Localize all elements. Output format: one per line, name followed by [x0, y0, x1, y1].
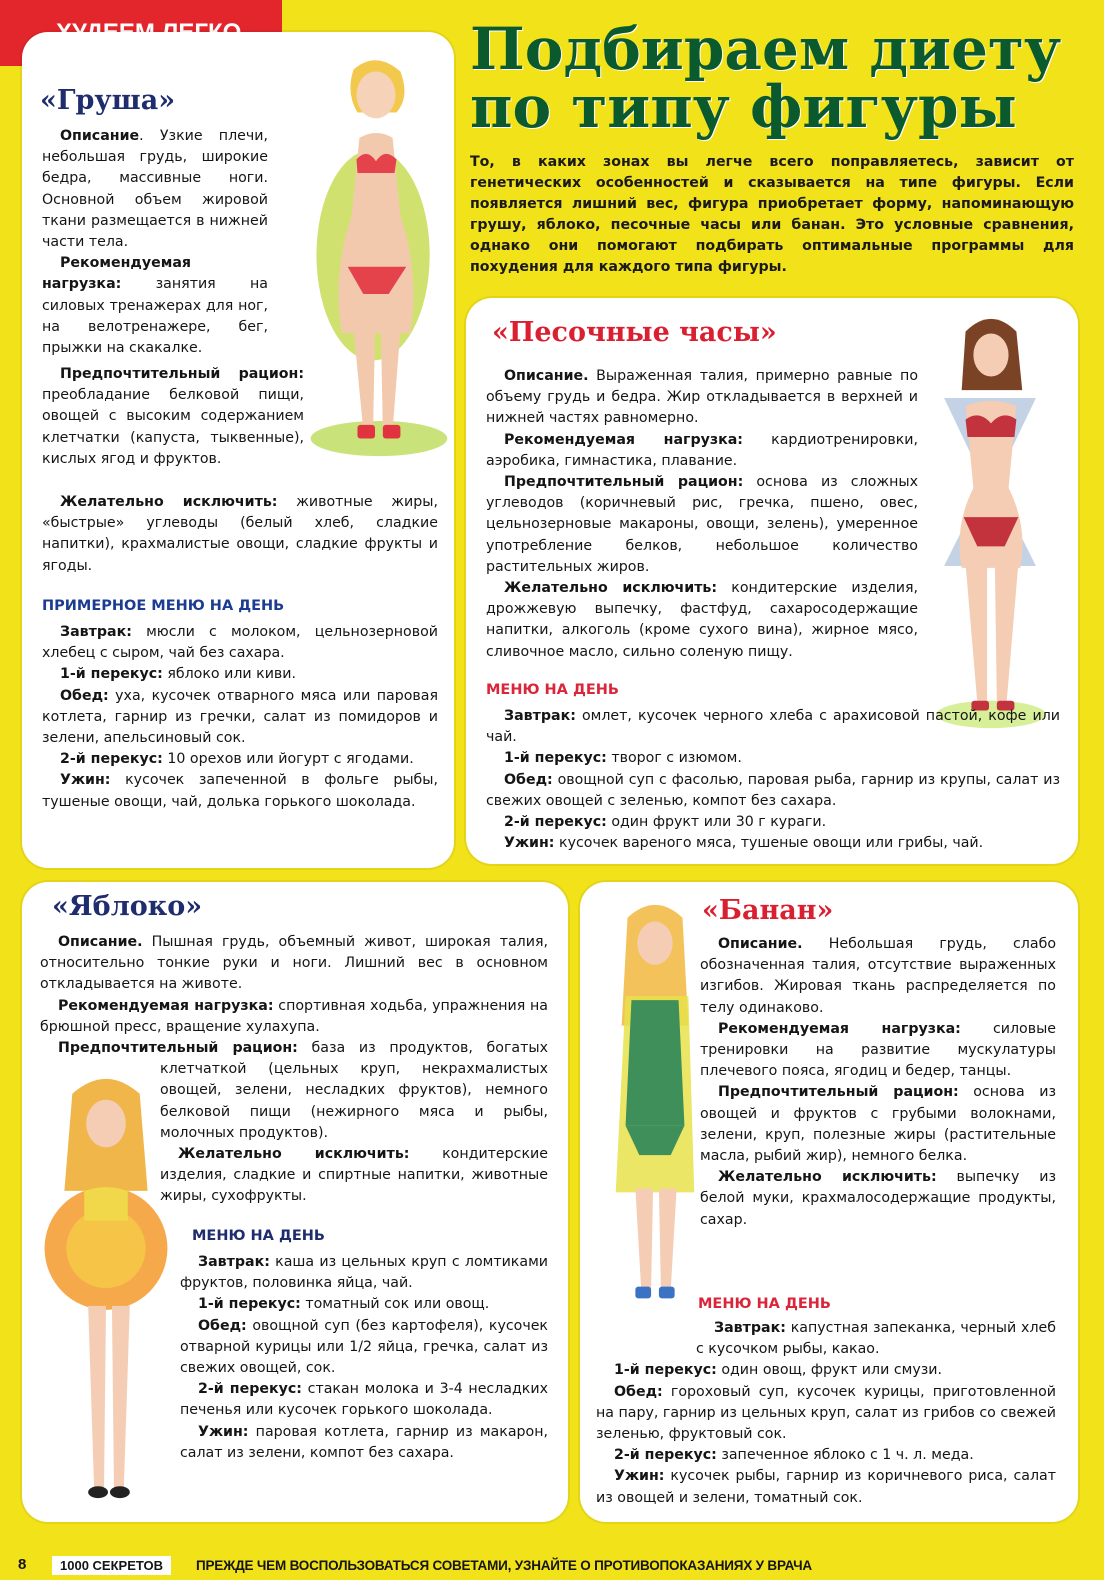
pear-diet: преобладание белковой пищи, овощей с высоким содержанием клетчатки (капуста, тыквенные), кислых ягод и фруктов. [42, 387, 304, 467]
hourglass-figure-illustration [924, 312, 1056, 732]
intro-text: То, в каких зонах вы легче всего поправляетесь, зависит от генетических особенностей и сказывается на типе фигуры. Если появляется лишний вес, фигура приобретает форму, напоминающую грушу, яблоко, песочные часы или банан. Это условные сравнения, однако они помогают подбирать оптимальные программы для похудения для каждого типа фигуры. [470, 154, 1074, 275]
pear-menu-block [42, 622, 438, 813]
pear-avoid-label: Желательно исключить: [60, 494, 278, 510]
apple-lunch: овощной суп (без картофеля), кусочек отварной курицы или 1/2 яйца, гречка, салат из свежих овощей, сок. [180, 1317, 548, 1377]
hourglass-title: «Песочные часы» [492, 317, 777, 348]
banana-snack1: один овощ, фрукт или смузи. [716, 1362, 942, 1379]
banana-figure-illustration [596, 898, 714, 1320]
apple-breakfast: каша из цельных круп с ломтиками фруктов, половинка яйца, чай. [180, 1254, 548, 1292]
hourglass-dinner: кусочек вареного мяса, тушеные овощи или грибы, чай. [554, 835, 984, 852]
hourglass-avoid-label: Желательно исключить: [504, 580, 718, 597]
banana-desc: Небольшая грудь, слабо обозначенная талия, отсутствие выраженных изгибов. Жировая ткань распределяется по телу одинаково. [700, 936, 1056, 1016]
apple-breakfast-label: Завтрак: [198, 1254, 270, 1270]
page-footer [0, 1552, 1104, 1580]
footer-warning: ПРЕЖДЕ ЧЕМ ВОСПОЛЬЗОВАТЬСЯ СОВЕТАМИ, УЗНАЙТЕ О ПРОТИВОПОКАЗАНИЯХ У ВРАЧА [196, 1558, 812, 1573]
pear-desc: . Узкие плечи, небольшая грудь, широкие бедра, массивные ноги. Основной объем жировой ткани размещается в нижней части тела. [42, 128, 268, 251]
hourglass-lunch: овощной суп с фасолью, паровая рыба, гарнир из крупы, салат из свежих овощей с зеленью, компот без сахара. [486, 771, 1060, 809]
pear-snack2: 10 орехов или йогурт с ягодами. [162, 751, 414, 768]
pear-figure-illustration [302, 50, 450, 460]
apple-dinner: паровая котлета, гарнир из макарон, салат из зелени, компот без сахара. [180, 1423, 548, 1461]
pear-avoid: животные жиры, «быстрые» углеводы (белый хлеб, сладкие напитки), крахмалистые овощи, сладкие фрукты и ягоды. [42, 494, 438, 574]
pear-load-label: Рекомендуемая нагрузка: [42, 255, 192, 293]
apple-title: «Яблоко» [52, 891, 203, 922]
banana-info-block [700, 934, 1056, 1231]
pear-title: «Груша» [40, 85, 176, 116]
pear-snack2-label: 2-й перекус: [60, 751, 163, 768]
banana-diet-label: Предпочтительный рацион: [718, 1084, 959, 1101]
apple-info-block-side [40, 1038, 548, 1210]
banana-lunch-label: Обед: [614, 1383, 663, 1400]
hourglass-load: кардиотренировки, аэробика, гимнастика, плавание. [486, 431, 918, 469]
hourglass-desc: Выраженная талия, примерно равные по объему грудь и бедра. Жир откладывается в верхней и нижней частях равномерно. [486, 368, 918, 427]
apple-lunch-label: Обед: [198, 1317, 247, 1334]
apple-snack1-label: 1-й перекус: [198, 1296, 301, 1313]
banana-lunch: гороховый суп, кусочек курицы, приготовленной на пару, гарнир из цельных круп, салат из грибов со свежей зеленью, фруктовый сок. [596, 1383, 1056, 1443]
hourglass-breakfast: омлет, кусочек черного хлеба с арахисовой пастой, кофе или чай. [486, 708, 1060, 746]
hourglass-lunch-label: Обед: [504, 771, 553, 788]
page-number: 8 [18, 1556, 27, 1573]
hourglass-menu-block [486, 706, 1060, 854]
pear-avoid-block [42, 492, 438, 577]
pear-snack1-label: 1-й перекус: [60, 666, 163, 683]
apple-menu-block [180, 1252, 548, 1464]
banana-avoid-label: Желательно исключить: [718, 1169, 937, 1186]
banana-load-label: Рекомендуемая нагрузка: [718, 1020, 961, 1037]
hourglass-diet-label: Предпочтительный рацион: [504, 474, 744, 491]
banana-snack2-label: 2-й перекус: [614, 1447, 717, 1464]
magazine-name: 1000 СЕКРЕТОВ [52, 1556, 171, 1575]
grass-shadow [311, 421, 448, 456]
hourglass-snack1: творог с изюмом. [606, 750, 742, 767]
hourglass-menu-title: МЕНЮ НА ДЕНЬ [486, 682, 619, 698]
banana-menu-block [596, 1318, 1056, 1509]
apple-avoid: кондитерские изделия, сладкие и спиртные напитки, животные жиры, сухофрукты. [160, 1146, 548, 1205]
apple-load-label: Рекомендуемая нагрузка: [58, 997, 274, 1014]
pear-snack1: яблоко или киви. [162, 666, 297, 683]
apple-desc: Пышная грудь, объемный живот, широкая талия, относительно тонкие руки и ноги. Лишний вес в основном откладывается на животе. [40, 934, 548, 993]
banana-title: «Банан» [702, 895, 834, 926]
pear-breakfast-label: Завтрак: [60, 624, 132, 640]
pear-breakfast: мюсли с молоком, цельнозерновой хлебец с сыром, чай без сахара. [42, 624, 438, 662]
banana-avoid: выпечку из белой муки, крахмалосодержащие продукты, сахар. [700, 1169, 1056, 1228]
pear-menu-title: ПРИМЕРНОЕ МЕНЮ НА ДЕНЬ [42, 598, 285, 614]
pear-diet-block [42, 364, 304, 470]
banana-breakfast-label: Завтрак: [714, 1320, 786, 1336]
pear-dinner-label: Ужин: [60, 772, 111, 789]
hourglass-diet: основа из сложных углеводов (коричневый рис, гречка, пшено, овес, цельнозерновые макароны, овощи, зелень), умеренное употребление белков, небольшое количество растительных жиров. [486, 474, 918, 575]
apple-menu-title: МЕНЮ НА ДЕНЬ [192, 1228, 325, 1244]
hourglass-avoid: кондитерские изделия, дрожжевую выпечку, фастфуд, сахаросодержащие напитки, алкоголь (кроме сухого вина), жирное мясо, сливочное масло, сильно соленую пищу. [486, 580, 918, 660]
hourglass-snack2-label: 2-й перекус: [504, 814, 607, 831]
apple-snack2-label: 2-й перекус: [198, 1381, 302, 1398]
hourglass-snack2: один фрукт или 30 г кураги. [606, 814, 827, 831]
apple-diet: база из продуктов, богатых клетчаткой (цельных круп, некрахмалистых овощей, зелени, несладких фруктов), немного белковой пищи (нежирного мяса и рыбы, молочных продуктов). [160, 1040, 548, 1141]
pear-load: занятия на силовых тренажерах для ног, на велотренажере, бег, прыжки на скакалке. [42, 276, 268, 357]
apple-desc-label: Описание. [58, 934, 143, 950]
apple-dinner-label: Ужин: [198, 1423, 249, 1440]
hourglass-load-label: Рекомендуемая нагрузка: [504, 431, 743, 448]
banana-snack1-label: 1-й перекус: [614, 1362, 717, 1379]
pear-lunch: уха, кусочек отварного мяса или паровая котлета, гарнир из гречки, салат из помидоров и зелени, апельсиновый сок. [42, 687, 438, 747]
banana-diet: основа из овощей и фруктов с грубыми волокнами, зелени, круп, полезные жиры (растительные масла, рыбий жир), немного белка. [700, 1084, 1056, 1165]
banana-dinner-label: Ужин: [614, 1468, 665, 1485]
hourglass-dinner-label: Ужин: [504, 835, 555, 852]
apple-info-block-top [40, 932, 548, 1038]
banana-dinner: кусочек рыбы, гарнир из коричневого риса, салат из овощей и зелени, томатный сок. [596, 1468, 1056, 1506]
pear-desc-label: Описание [60, 128, 140, 144]
hourglass-breakfast-label: Завтрак: [504, 708, 576, 724]
banana-load: силовые тренировки на развитие мускулатуры плечевого пояса, ягодиц и бедер, танцы. [700, 1020, 1057, 1080]
apple-snack1: томатный сок или овощ. [300, 1296, 490, 1313]
hourglass-info-block [486, 366, 918, 663]
apple-load: спортивная ходьба, упражнения на брюшной пресс, вращение хулахупа. [40, 997, 549, 1035]
banana-snack2: запеченное яблоко с 1 ч. л. меда. [716, 1447, 974, 1464]
pear-lunch-label: Обед: [60, 687, 109, 704]
hourglass-desc-label: Описание. [504, 368, 589, 384]
banana-desc-label: Описание. [718, 936, 803, 952]
page-title: Подбираем диету по типу фигуры [470, 15, 1062, 141]
pear-dinner: кусочек запеченной в фольге рыбы, тушеные овощи, чай, долька горького шоколада. [42, 772, 438, 810]
apple-diet-label: Предпочтительный рацион: [58, 1040, 298, 1056]
pear-diet-label: Предпочтительный рацион: [60, 366, 304, 382]
pear-description-block [42, 126, 268, 359]
banana-menu-title: МЕНЮ НА ДЕНЬ [698, 1296, 831, 1312]
apple-avoid-label: Желательно исключить: [178, 1146, 410, 1163]
hourglass-snack1-label: 1-й перекус: [504, 750, 607, 767]
banana-breakfast: капустная запеканка, черный хлеб с кусочком рыбы, какао. [696, 1320, 1056, 1358]
apple-snack2: стакан молока и 3-4 несладких печенья или кусочек горького шоколада. [180, 1381, 548, 1419]
